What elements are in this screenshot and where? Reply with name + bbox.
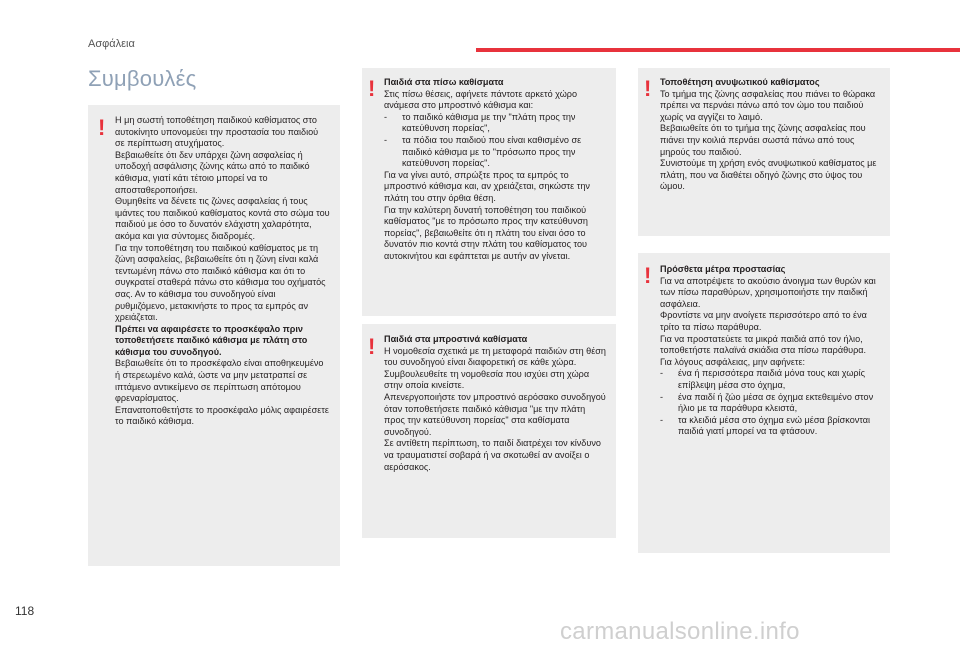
box-heading: Παιδιά στα μπροστινά καθίσματα	[384, 334, 528, 344]
box-heading: Παιδιά στα πίσω καθίσματα	[384, 77, 504, 87]
warning-box-child-seat-fitting	[88, 105, 340, 566]
paragraph: Στις πίσω θέσεις, αφήνετε πάντοτε αρκετό χώρο ανάμεσα στο μπροστινό κάθισμα και:	[384, 88, 578, 111]
paragraph: Το τμήμα της ζώνης ασφαλείας που πιάνει το θώρακα πρέπει να περνάει πάνω από τον ώμο του παιδιού χωρίς να αγγίζει το λαιμό.	[660, 88, 876, 122]
paragraph: Η νομοθεσία σχετικά με τη μεταφορά παιδιών στη θέση του συνοδηγού είναι διαφορετική σε κάθε χώρα. Συμβουλευθείτε τη νομοθεσία που ισχύει στη χώρα στην οποία κινείστε.	[384, 345, 606, 391]
list-item: - τα κλειδιά μέσα στο όχημα ενώ μέσα βρίσκονται παιδιά γιατί μπορεί να τα φτάσουν.	[660, 414, 871, 437]
watermark: carmanualsonline.info	[560, 618, 800, 645]
box-heading: Πρόσθετα μέτρα προστασίας	[660, 264, 786, 274]
paragraph: Συνιστούμε τη χρήση ενός ανυψωτικού καθίσματος με πλάτη, που να διαθέτει οδηγό ζώνης στο ύψος του ώμου.	[660, 158, 877, 192]
paragraph: Για να γίνει αυτό, σπρώξτε προς τα εμπρός το μπροστινό κάθισμα και, αν χρειάζεται, σηκώστε την πλάτη του στην όρθια θέση.	[384, 169, 590, 203]
paragraph: Απενεργοποιήστε τον μπροστινό αερόσακο συνοδηγού όταν τοποθετήσετε παιδικό κάθισμα "με την πλάτη προς την κατεύθυνση πορείας" στα καθίσματα συνοδηγού.	[384, 391, 606, 437]
box-heading: Πρέπει να αφαιρέσετε το προσκέφαλο πριν τοποθετήσετε παιδικό κάθισμα με πλάτη στο κάθισμα του συνοδηγού.	[115, 323, 308, 357]
paragraph: Βεβαιωθείτε ότι το τμήμα της ζώνης ασφαλείας που πιάνει την κοιλιά περνάει σωστά πάνω από τους μηρούς του παιδιού.	[660, 123, 866, 157]
paragraph: Για να αποτρέψετε το ακούσιο άνοιγμα των θυρών και των πίσω παραθύρων, χρησιμοποιήστε την παιδική ασφάλεια.	[660, 275, 876, 309]
warning-box-extra-protection	[638, 253, 890, 553]
paragraph: Για λόγους ασφάλειας, μην αφήνετε:	[660, 356, 806, 367]
warning-box-rear-seats	[362, 68, 616, 316]
paragraph: Φροντίστε να μην ανοίγετε περισσότερο από το ένα τρίτο τα πίσω παράθυρα.	[660, 310, 867, 332]
section-rule	[476, 48, 960, 52]
list-item: - ένα παιδί ή ζώο μέσα σε όχημα εκτεθειμένο στον ήλιο με τα παράθυρα κλειστά,	[660, 391, 874, 414]
paragraph: Σε αντίθετη περίπτωση, το παιδί διατρέχει τον κίνδυνο να τραυματιστεί σοβαρά ή να σκοτωθεί αν ανοίξει ο αερόσακος.	[384, 438, 601, 472]
paragraph: Για να προστατεύετε τα μικρά παιδιά από τον ήλιο, τοποθετήστε παλαϊνά σκιάδια στα πίσω παράθυρα.	[660, 333, 867, 356]
paragraph: Η μη σωστή τοποθέτηση παιδικού καθίσματος στο αυτοκίνητο υπονομεύει την προστασία του παιδιού σε περίπτωση ατυχήματος.	[115, 115, 319, 149]
box-heading: Τοποθέτηση ανυψωτικού καθίσματος	[660, 77, 820, 87]
warning-box-front-seats	[362, 324, 616, 538]
paragraph: Βεβαιωθείτε ότι το προσκέφαλο είναι αποθηκευμένο ή στερεωμένο καλά, ώστε να μην μετατραπεί σε ιπτάμενο αντικείμενο σε περίπτωση απότομου φρεναρίσματος.	[115, 358, 324, 404]
warning-box-booster-seat	[638, 68, 890, 236]
paragraph: Βεβαιωθείτε ότι δεν υπάρχει ζώνη ασφαλείας ή υποδοχή ασφάλισης ζώνης κάτω από το παιδικό κάθισμα, γιατί κάτι τέτοιο μπορεί να το αποσταθεροποιήσει.	[115, 149, 310, 195]
warning-icon: !	[98, 115, 106, 140]
warning-icon: !	[644, 76, 652, 101]
warning-icon: !	[368, 76, 376, 101]
paragraph: Για την τοποθέτηση του παιδικού καθίσματος με τη ζώνη ασφαλείας, βεβαιωθείτε ότι η ζώνη είναι καλά τεντωμένη πάνω στο παιδικό κάθισμα και ότι το συγκρατεί σταθερά πάνω στο κάθισμα του οχήματός σας. Αν το κάθισμα του συνοδηγού είναι ρυθμιζόμενο, μετακινήστε το προς τα εμπρός αν χρειάζεται.	[115, 242, 326, 323]
page-title: Συμβουλές	[88, 66, 197, 91]
warning-icon: !	[644, 263, 652, 288]
list-item: - το παιδικό κάθισμα με την "πλάτη προς την κατεύθυνση πορείας",	[384, 111, 576, 134]
list-item: - ένα ή περισσότερα παιδιά μόνα τους και χωρίς επίβλεψη μέσα στο όχημα,	[660, 368, 866, 390]
paragraph: Για την καλύτερη δυνατή τοποθέτηση του παιδικού καθίσματος "με το πρόσωπο προς την κατεύθυνση πορείας", βεβαιωθείτε ότι η πλάτη του είναι όσο το δυνατόν πιο κοντά στην πλάτη του καθίσματος του αυτοκινήτου και εφάπτεται με αυτήν αν γίνεται.	[384, 204, 588, 261]
page-number: 118	[15, 604, 35, 618]
paragraph: Επανατοποθετήστε το προσκέφαλο μόλις αφαιρέσετε το παιδικό κάθισμα.	[115, 404, 329, 427]
section-label: Ασφάλεια	[88, 38, 135, 50]
paragraph: Θυμηθείτε να δένετε τις ζώνες ασφαλείας ή τους ιμάντες του παιδικού καθίσματος κοντά στο σώμα του παιδιού με όσο το δυνατόν ελάχιστη χαλαρότητα, ακόμα και για σύντομες διαδρομές.	[115, 196, 330, 241]
list-item: - τα πόδια του παιδιού που είναι καθισμένο σε παιδικό κάθισμα με το "πρόσωπο προς την κατεύθυνση πορείας".	[384, 134, 582, 169]
warning-icon: !	[368, 334, 376, 359]
